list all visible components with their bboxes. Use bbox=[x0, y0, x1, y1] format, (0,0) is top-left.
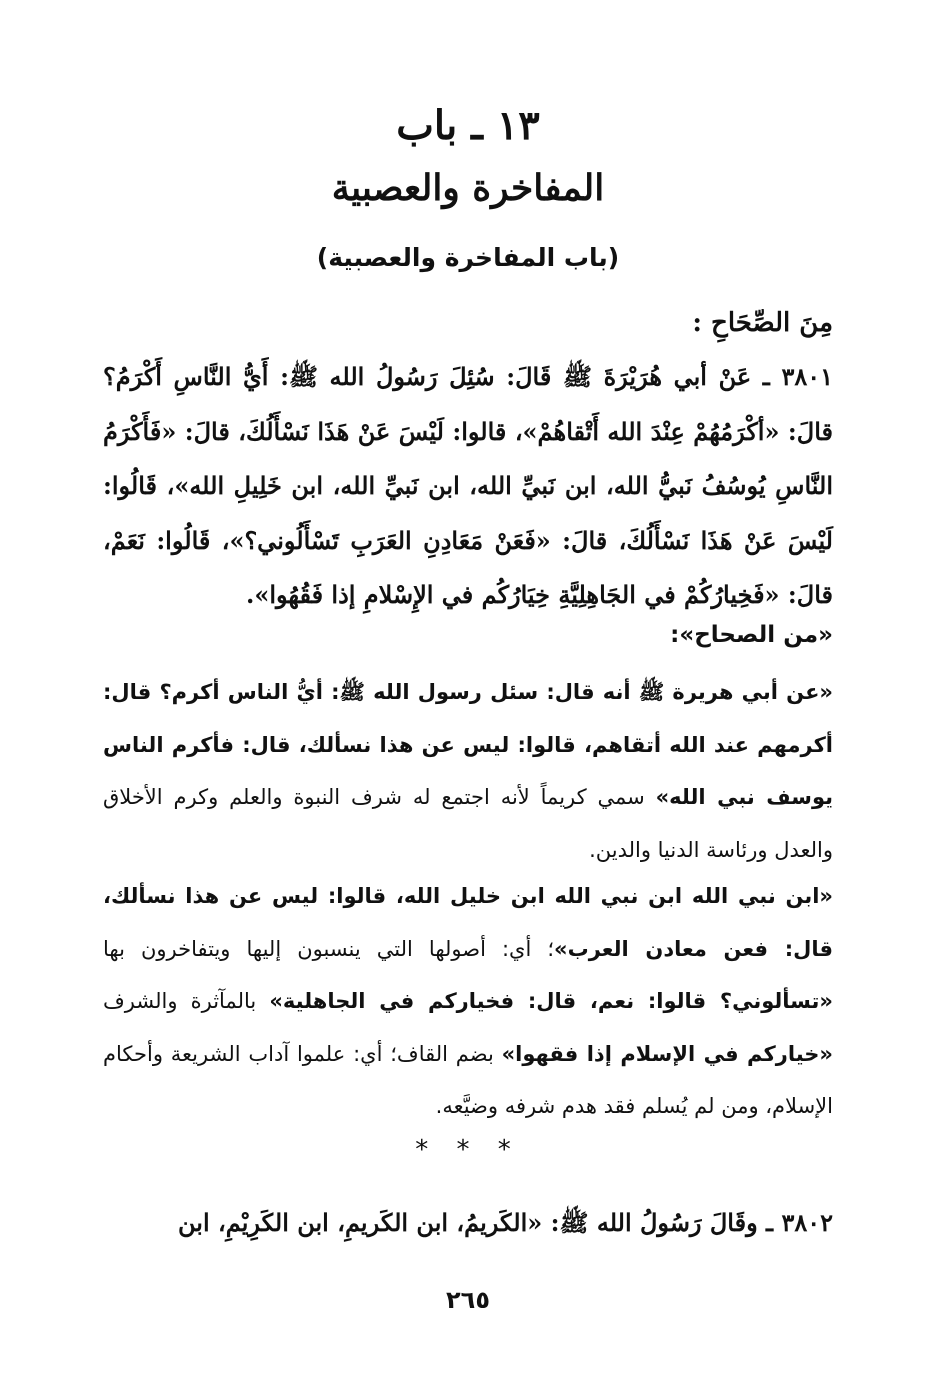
commentary-paragraph-1 bbox=[103, 666, 833, 876]
commentary-text: بالمآثرة والشرف bbox=[103, 989, 270, 1013]
commentary-quote: «عن أبي هريرة ﷺ أنه قال: سئل رسول الله ﷺ: أيُّ الناس أكرم؟ قال: أكرمهم عند الله أتقاهم، قالوا: ليس عن هذا نسألك، قال: فأكرم الناس يوسف نبي الله» bbox=[103, 680, 833, 809]
page-number: ٢٦٥ bbox=[446, 1286, 490, 1314]
chapter-number: ١٣ ـ باب bbox=[396, 102, 540, 149]
hadith-3801: ٣٨٠١ ـ عَنْ أبي هُرَيْرَةَ ﷺ قَالَ: سُئِلَ رَسُولُ الله ﷺ: أَيُّ النَّاسِ أَكْرَمُ؟ قالَ: «أكْرَمُهُمْ عِنْدَ الله أَتْقاهُمْ»، قالوا: لَيْسَ عَنْ هَذَا نَسْأَلُكَ، قالَ: «فَأَكْرَمُ النَّاسِ يُوسُفُ نَبيُّ الله، ابن نَبيِّ الله، ابن نَبيِّ الله، ابن خَلِيلِ الله»، قَالُوا: لَيْسَ عَنْ هَذَا نَسْأَلُكَ، قالَ: «فَعَنْ مَعَادِنِ العَرَبِ تَسْأَلُوني؟»، قَالُوا: نَعَمْ، قالَ: «فَخِيارُكُمْ في الجَاهِلِيَّةِ خِيَارُكُم في الإِسْلامِ إذا فَقُهُوا». bbox=[103, 362, 833, 609]
commentary-text: سمي كريماً لأنه اجتمع له شرف النبوة والعلم وكرم الأخلاق والعدل ورئاسة الدنيا والدين. bbox=[103, 785, 833, 862]
commentary-quote: «خياركم في الإسلام إذا فقهوا» bbox=[501, 1041, 833, 1066]
commentary-text: بضم القاف؛ أي: علموا آداب الشريعة وأحكام الإسلام، ومن لم يُسلم فقد هدم شرفه وضيَّعه. bbox=[103, 1041, 833, 1118]
commentary-quote: «ابن نبي الله ابن نبي الله ابن خليل الله، قالوا: ليس عن هذا نسألك، قال: فعن معادن العرب» bbox=[103, 884, 833, 961]
chapter-title: المفاخرة والعصبية bbox=[331, 167, 605, 209]
commentary-quote: «تسألوني؟ قالوا: نعم، قال: فخياركم في الجاهلية» bbox=[269, 989, 833, 1013]
chapter-subtitle: (باب المفاخرة والعصبية) bbox=[316, 243, 620, 272]
commentary-heading: «من الصحاح»: bbox=[670, 622, 833, 648]
commentary-paragraph-2 bbox=[103, 870, 833, 1133]
section-heading: مِنَ الصِّحَاحِ : bbox=[692, 308, 833, 338]
commentary-text: ؛ أي: أصولها التي ينسبون إليها ويتفاخرون بها bbox=[103, 936, 555, 961]
section-separator: * * * bbox=[415, 1135, 521, 1165]
hadith-3802: ٣٨٠٢ ـ وقَالَ رَسُولُ الله ﷺ: «الكَريمُ، ابن الكَريمِ، ابن الكَرِيْمِ، ابن bbox=[178, 1208, 833, 1237]
